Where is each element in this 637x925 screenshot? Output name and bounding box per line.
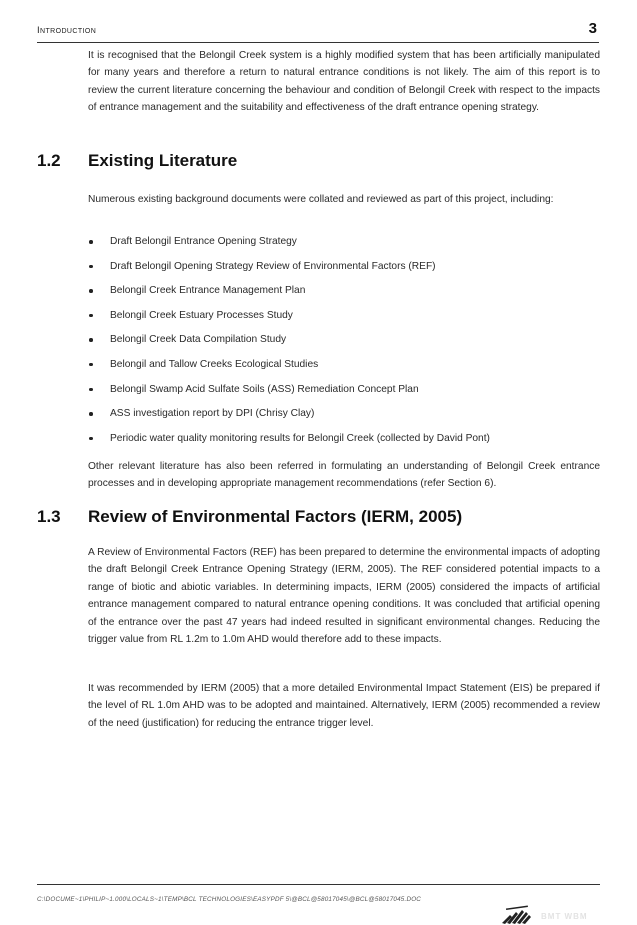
bullet-icon: [89, 412, 93, 416]
list-item-text: Belongil and Tallow Creeks Ecological Studies: [110, 358, 319, 370]
literature-list: [88, 233, 600, 454]
list-item: [88, 405, 600, 430]
page-number: 3: [588, 20, 597, 37]
literature-closing-paragraph: Other relevant literature has also been referred in formulating an understanding of Belongil Creek entrance processes and in developing appropriate management recommendations (refer Section 6).: [88, 461, 600, 490]
intro-paragraph: It is recognised that the Belongil Creek system is a highly modified system that has been artificially manipulated for many years and therefore a return to natural entrance conditions is not likely. The aim of this report is to review the current literature concerning the behaviour and condition of Belongil Creek with respect to the impacts of entrance management and the suitability and effectiveness of the draft entrance opening strategy.: [88, 50, 600, 114]
section-number: 1.3: [37, 507, 61, 526]
section-title: Review of Environmental Factors (IERM, 2005): [88, 507, 463, 526]
footer-file-path: C:\DOCUME~1\PHILIP~1.000\LOCALS~1\TEMP\BCL TECHNOLOGIES\EASYPDF 5\@BCL@58017045\@BCL@58017045.DOC: [37, 896, 422, 903]
bullet-icon: [89, 338, 93, 342]
list-item: [88, 430, 600, 455]
list-item: [88, 331, 600, 356]
page-header: [37, 20, 599, 43]
list-item-text: Belongil Creek Entrance Management Plan: [110, 285, 306, 297]
list-item: [88, 381, 600, 406]
footer-divider: [37, 884, 600, 885]
bullet-icon: [89, 240, 93, 244]
list-item: [88, 233, 600, 258]
ref-paragraph-2: It was recommended by IERM (2005) that a more detailed Environmental Impact Statement (EIS) be prepared if the level of RL 1.0m AHD was to be adopted and maintained. Alternatively, IERM (2005) recommended a review of the need (justification) for reducing the entrance trigger level.: [88, 683, 600, 729]
list-item-text: Draft Belongil Opening Strategy Review of Environmental Factors (REF): [110, 260, 436, 272]
bullet-icon: [89, 314, 93, 318]
list-item: [88, 307, 600, 332]
literature-lead-paragraph: Numerous existing background documents were collated and reviewed as part of this project, including:: [88, 194, 554, 205]
company-logo-icon: [500, 903, 540, 925]
bullet-icon: [89, 289, 93, 293]
bullet-icon: [89, 363, 93, 367]
list-item: [88, 282, 600, 307]
list-item-text: Belongil Creek Estuary Processes Study: [110, 309, 293, 321]
list-item-text: Belongil Creek Data Compilation Study: [110, 334, 287, 346]
section-number: 1.2: [37, 151, 61, 170]
company-logo-text: BMT WBM: [541, 912, 588, 921]
list-item-text: Belongil Swamp Acid Sulfate Soils (ASS) Remediation Concept Plan: [110, 383, 419, 395]
list-item-text: Draft Belongil Entrance Opening Strategy: [110, 236, 297, 247]
list-item: [88, 258, 600, 283]
bullet-icon: [89, 388, 93, 392]
list-item-text: Periodic water quality monitoring results for Belongil Creek (collected by David Pont): [110, 432, 490, 444]
list-item-text: ASS investigation report by DPI (Chrisy Clay): [110, 408, 315, 420]
list-item: [88, 356, 600, 381]
ref-paragraph-1: A Review of Environmental Factors (REF) has been prepared to determine the environmental impacts of adopting the draft Belongil Creek Entrance Opening Strategy (IERM, 2005). The REF considered potential impacts to a range of biotic and abiotic variables. In determining impacts, IERM (2005) considered the impacts of artificial entrance management compared to natural entrance opening conditions. It was concluded that artificial opening of the entrance over the past 47 years had indeed resulted in significant environmental changes. Reducing the trigger value from RL 1.2m to 1.0m AHD would therefore add to these impacts.: [88, 547, 600, 646]
bullet-icon: [89, 437, 93, 441]
bullet-icon: [89, 265, 93, 269]
section-title: Existing Literature: [88, 151, 238, 170]
header-title: Introduction: [37, 25, 97, 36]
